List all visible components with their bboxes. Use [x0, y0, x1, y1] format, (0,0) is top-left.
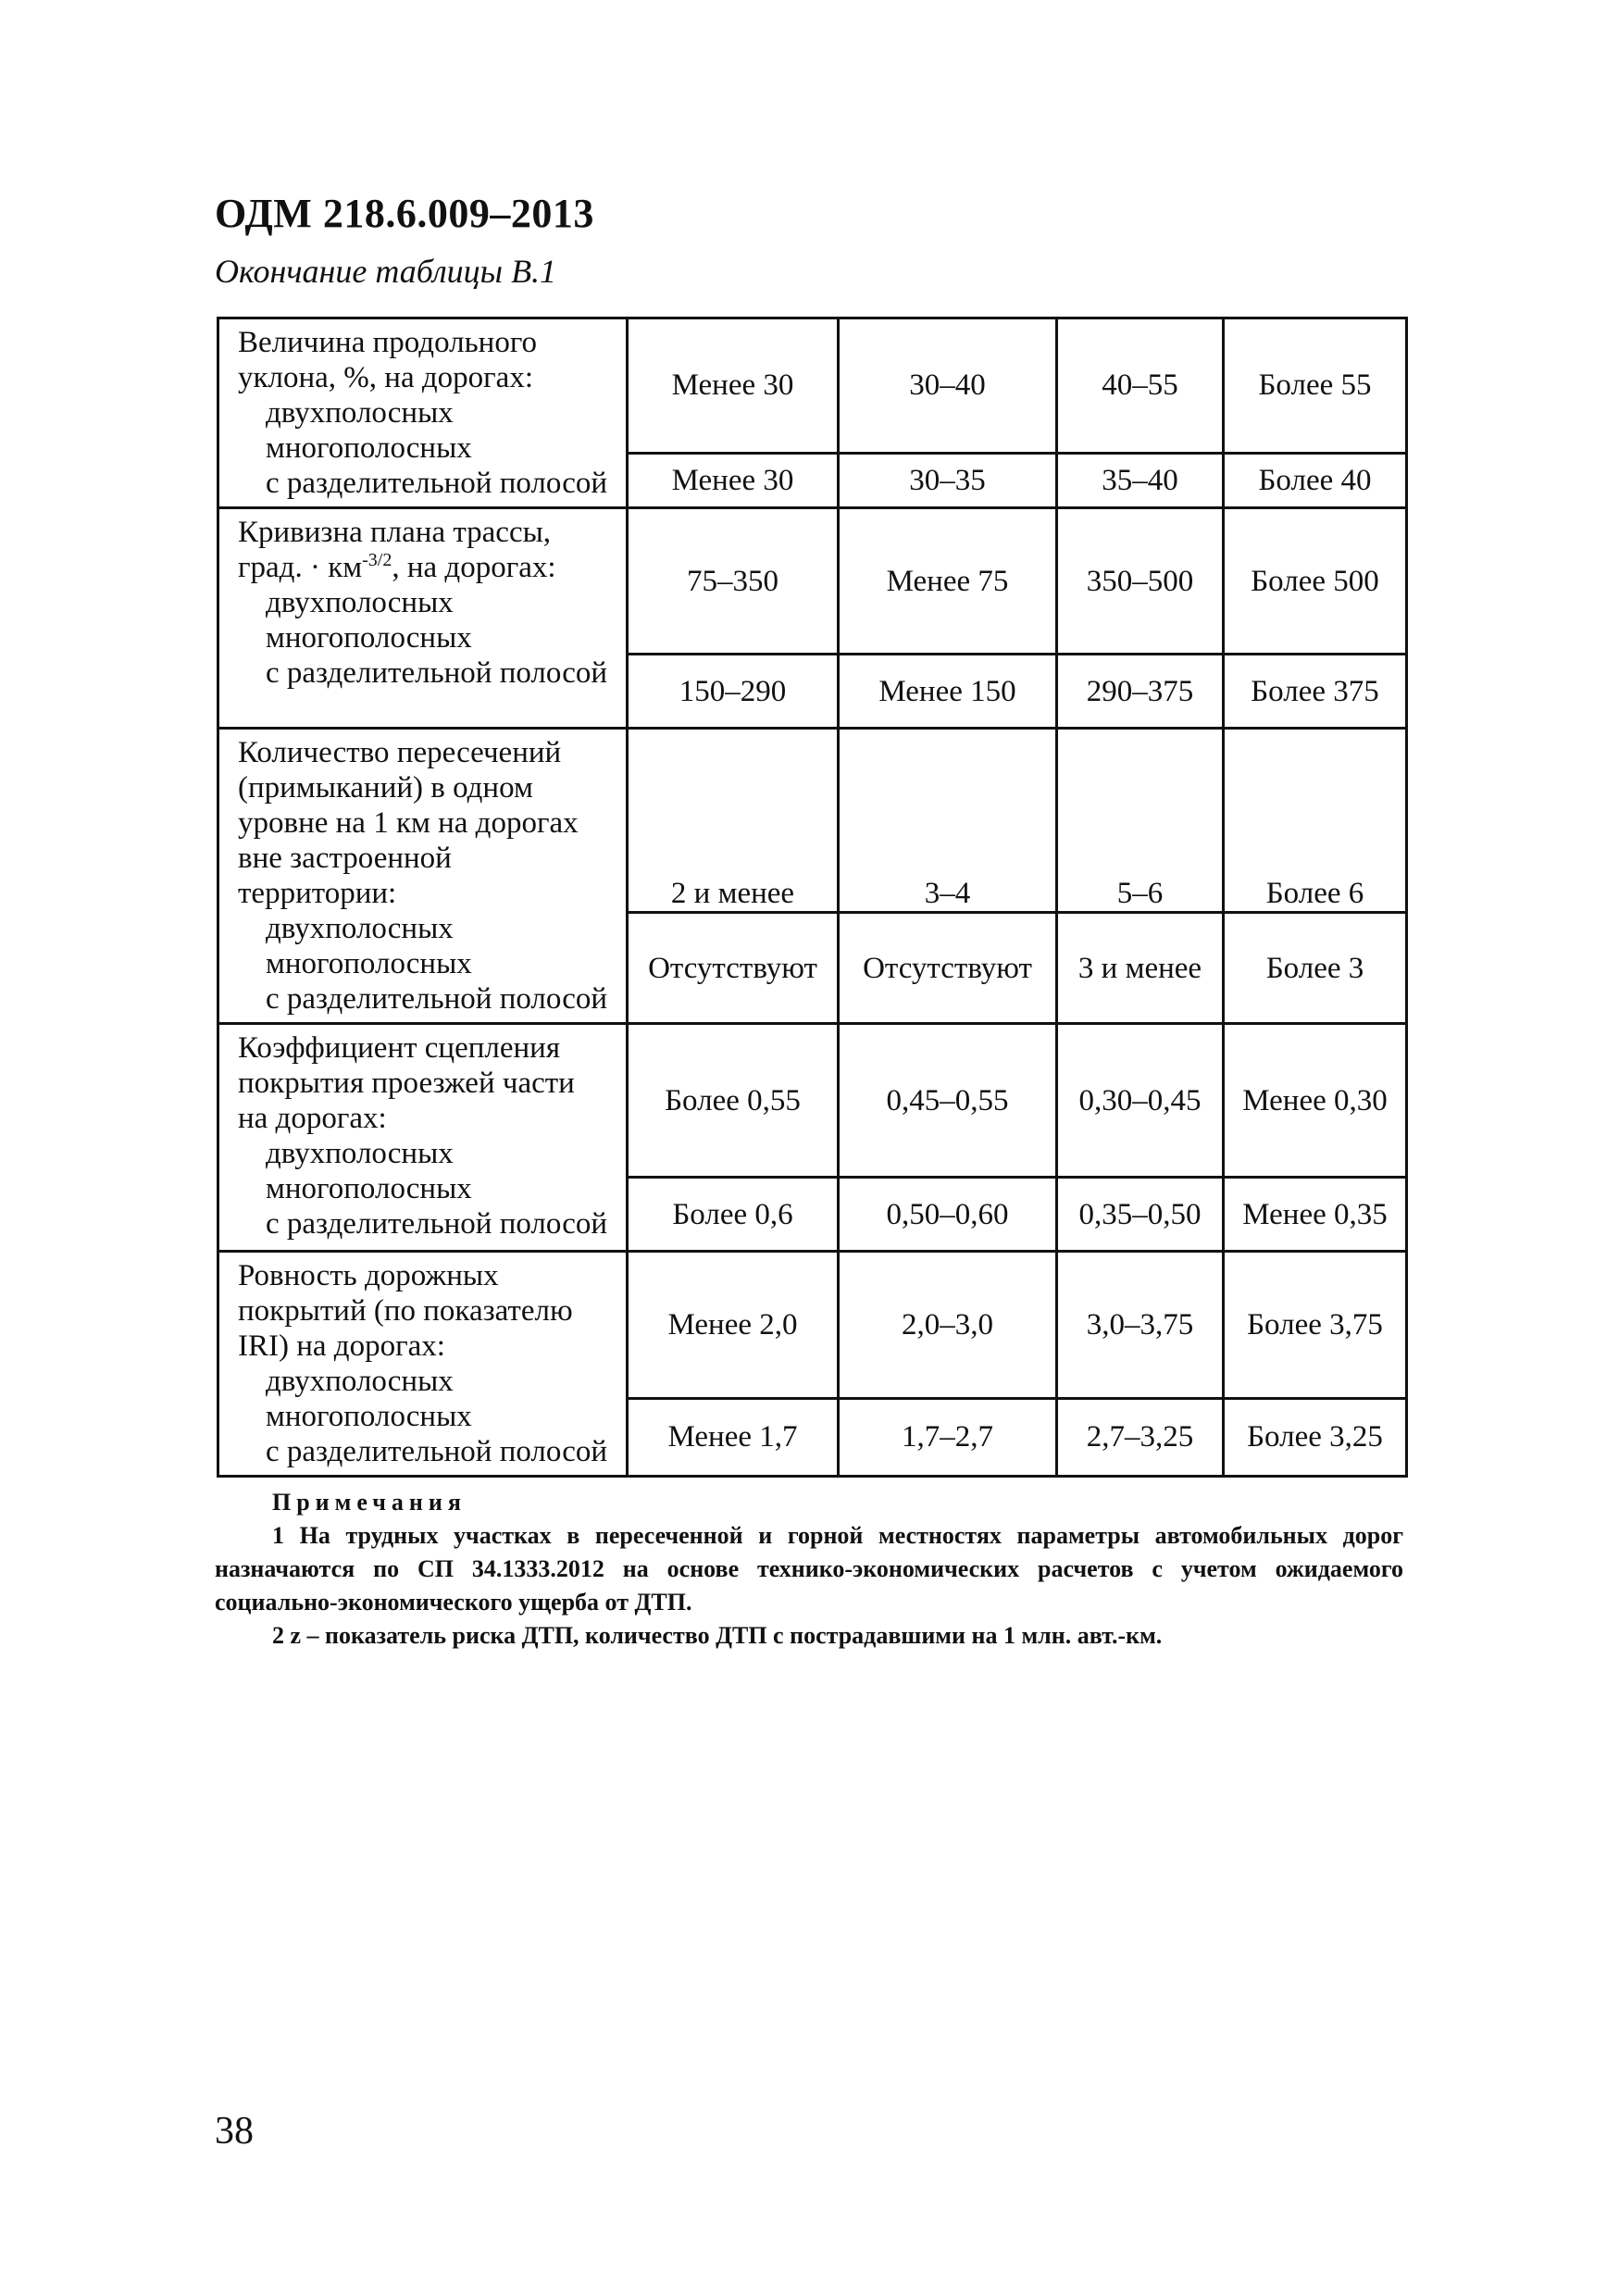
- param-line: Коэффициент сцепления: [238, 1031, 560, 1065]
- param-line: уклона, %, на дорогах:: [238, 361, 533, 394]
- parameter-cell: [218, 508, 628, 729]
- param-line: [238, 550, 616, 585]
- value-cell: Более 40: [1224, 453, 1407, 507]
- value-cell: 290–375: [1057, 655, 1224, 729]
- value-cell: 30–40: [839, 318, 1057, 454]
- notes-section: [215, 1486, 1403, 1653]
- document-code: ОДМ 218.6.009–2013: [215, 191, 594, 236]
- value-cell: Более 3,75: [1224, 1252, 1407, 1399]
- param-subline: двухполосных: [266, 1137, 454, 1170]
- value-cell: Менее 150: [839, 655, 1057, 729]
- param-subline: многополосных: [266, 621, 472, 655]
- note-item: 1 На трудных участках в пересеченной и горной местностях параметры автомобильных дорог назначаются по СП 34.1333.2012 на основе технико-экономических расчетов с учетом ожидаемого социально-экономического ущерба от ДТП.: [215, 1522, 1403, 1616]
- value-cell: Более 375: [1224, 655, 1407, 729]
- param-subline: двухполосных: [266, 586, 454, 619]
- param-subline: с разделительной полосой: [266, 1207, 608, 1241]
- value-cell: Более 0,55: [628, 1024, 839, 1178]
- param-superscript: -3/2: [362, 550, 392, 570]
- param-line: вне застроенной: [238, 842, 452, 875]
- param-subline: с разделительной полосой: [266, 656, 608, 690]
- value-cell: Менее 30: [628, 318, 839, 454]
- value-cell: 0,50–0,60: [839, 1178, 1057, 1252]
- table-caption: Окончание таблицы В.1: [215, 253, 557, 290]
- param-line: уровне на 1 км на дорогах: [238, 806, 579, 840]
- param-line: территории:: [238, 877, 397, 910]
- table-row: [218, 508, 1407, 655]
- value-cell: 0,30–0,45: [1057, 1024, 1224, 1178]
- param-line: Ровность дорожных: [238, 1259, 499, 1292]
- value-cell: 2,0–3,0: [839, 1252, 1057, 1399]
- value-cell: 35–40: [1057, 453, 1224, 507]
- param-subline: многополосных: [266, 1172, 472, 1205]
- value-cell: 0,45–0,55: [839, 1024, 1057, 1178]
- value-cell: Менее 75: [839, 508, 1057, 655]
- table-row: [218, 318, 1407, 454]
- param-line: покрытия проезжей части: [238, 1067, 575, 1100]
- value-cell: 30–35: [839, 453, 1057, 507]
- param-subline: с разделительной полосой: [266, 1435, 608, 1468]
- value-cell: Более 6: [1224, 729, 1407, 913]
- param-line-part: , на дорогах:: [392, 551, 556, 584]
- param-line: Кривизна плана трассы,: [238, 516, 552, 549]
- param-subline: многополосных: [266, 947, 472, 980]
- value-cell: 3,0–3,75: [1057, 1252, 1224, 1399]
- value-cell: 75–350: [628, 508, 839, 655]
- value-cell: Отсутствуют: [628, 913, 839, 1024]
- param-line: Количество пересечений: [238, 736, 562, 769]
- value-cell: 350–500: [1057, 508, 1224, 655]
- value-cell: Более 3,25: [1224, 1398, 1407, 1476]
- param-line: Величина продольного: [238, 326, 538, 359]
- param-line: на дорогах:: [238, 1102, 387, 1135]
- value-cell: 150–290: [628, 655, 839, 729]
- table-row: [218, 1252, 1407, 1399]
- parameter-cell: [218, 318, 628, 508]
- parameter-cell: [218, 1024, 628, 1252]
- value-cell: Более 0,6: [628, 1178, 839, 1252]
- param-line: покрытий (по показателю: [238, 1294, 573, 1328]
- table-row: [218, 1024, 1407, 1178]
- value-cell: Менее 1,7: [628, 1398, 839, 1476]
- value-cell: Отсутствуют: [839, 913, 1057, 1024]
- value-cell: Менее 30: [628, 453, 839, 507]
- value-cell: Более 3: [1224, 913, 1407, 1024]
- value-cell: 3–4: [839, 729, 1057, 913]
- value-cell: 1,7–2,7: [839, 1398, 1057, 1476]
- value-cell: 5–6: [1057, 729, 1224, 913]
- param-subline: двухполосных: [266, 912, 454, 945]
- value-cell: 3 и менее: [1057, 913, 1224, 1024]
- value-cell: Более 55: [1224, 318, 1407, 454]
- param-subline: двухполосных: [266, 396, 454, 430]
- value-cell: Менее 0,30: [1224, 1024, 1407, 1178]
- value-cell: Менее 0,35: [1224, 1178, 1407, 1252]
- value-cell: Более 500: [1224, 508, 1407, 655]
- note-item: 2 z – показатель риска ДТП, количество ДТП с пострадавшими на 1 млн. авт.-км.: [272, 1622, 1163, 1649]
- value-cell: 0,35–0,50: [1057, 1178, 1224, 1252]
- param-subline: с разделительной полосой: [266, 982, 608, 1016]
- param-subline: с разделительной полосой: [266, 467, 608, 500]
- param-line-part: град. · км: [238, 551, 363, 584]
- value-cell: 2,7–3,25: [1057, 1398, 1224, 1476]
- value-cell: Менее 2,0: [628, 1252, 839, 1399]
- param-line: (примыканий) в одном: [238, 771, 533, 805]
- table-row: [218, 729, 1407, 913]
- parameter-cell: [218, 729, 628, 1024]
- param-subline: многополосных: [266, 431, 472, 465]
- notes-title: Примечания: [272, 1489, 467, 1516]
- param-subline: двухполосных: [266, 1365, 454, 1398]
- page-number: 38: [215, 2110, 254, 2152]
- param-subline: многополосных: [266, 1400, 472, 1433]
- parameters-table: [217, 317, 1408, 1478]
- param-line: IRI) на дорогах:: [238, 1329, 445, 1363]
- value-cell: 2 и менее: [628, 729, 839, 913]
- value-cell: 40–55: [1057, 318, 1224, 454]
- parameter-cell: [218, 1252, 628, 1477]
